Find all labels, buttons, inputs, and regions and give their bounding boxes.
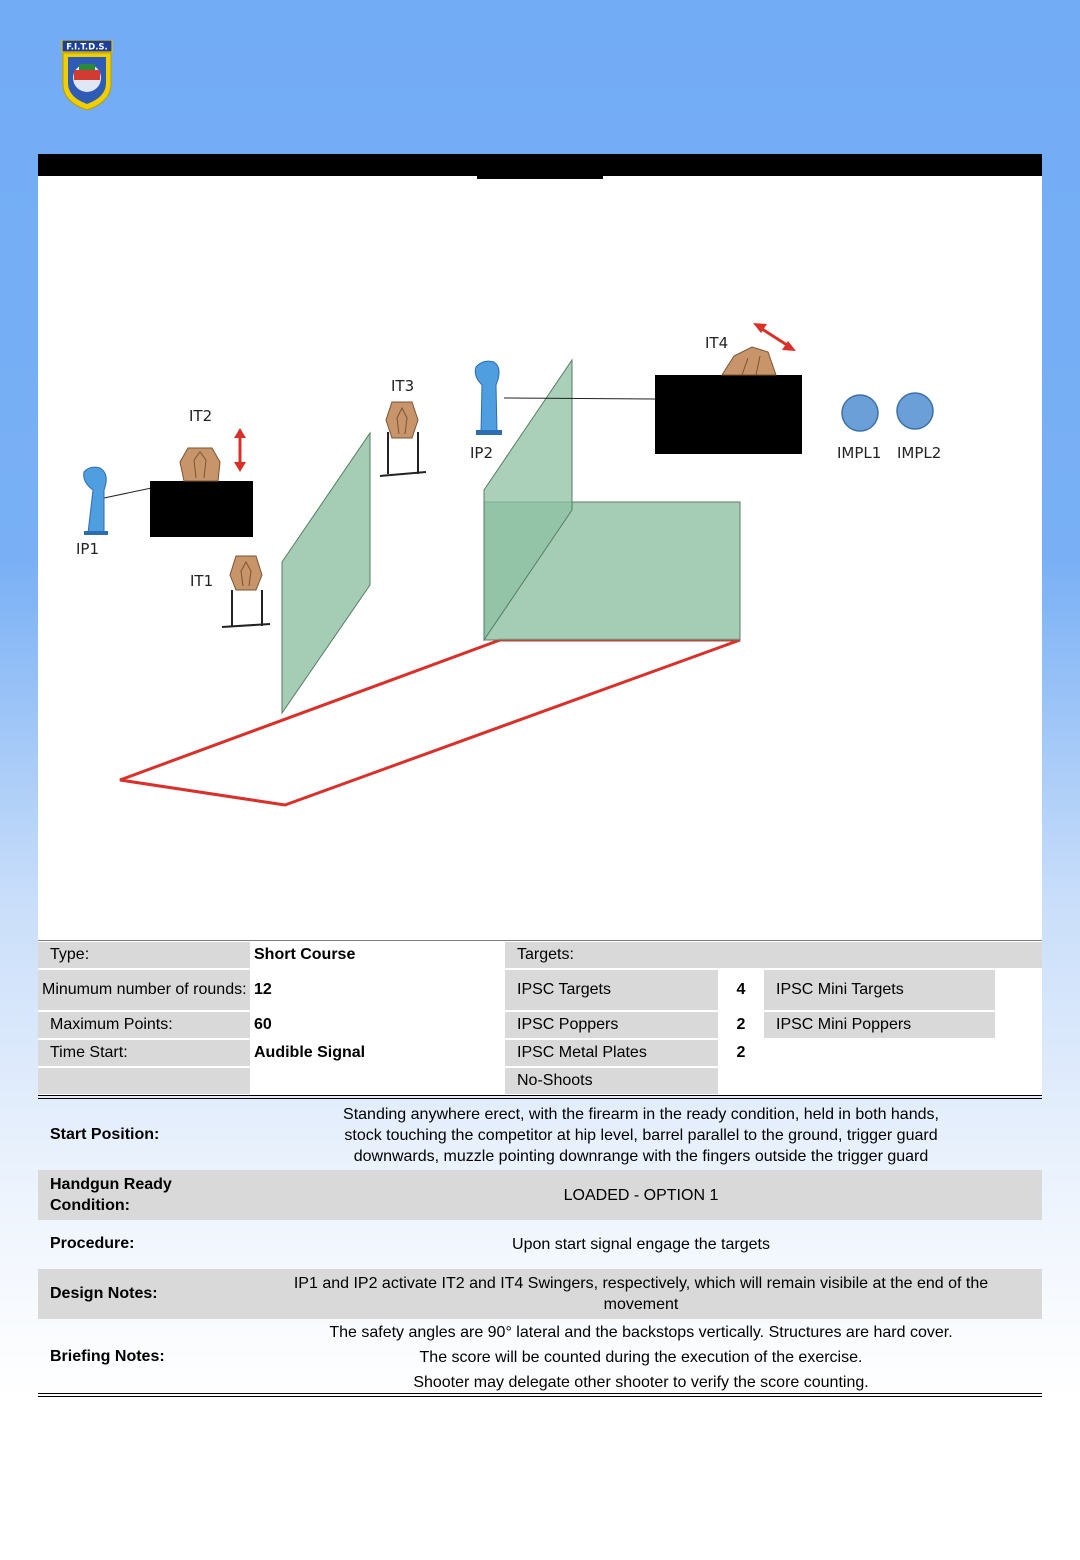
details-top-rule-2 (38, 1098, 1042, 1099)
stage-summary-table (38, 940, 1042, 1095)
details-top-rule (38, 1095, 1042, 1096)
start-position-line-3: downwards, muzzle pointing downrange with the fingers outside the trigger guard (353, 1147, 929, 1165)
wall-left (282, 433, 370, 713)
label-ip2: IP2 (470, 444, 494, 462)
label-it3: IT3 (391, 377, 415, 395)
target-ipsc-mini-poppers: IPSC Mini Poppers (764, 1012, 995, 1038)
start-position-label: Start Position: (50, 1126, 160, 1143)
start-position-row (38, 1101, 1042, 1169)
label-impl1: IMPL1 (837, 444, 882, 462)
it4-swing-arrow (753, 323, 796, 351)
time-start-label: Time Start: (38, 1040, 250, 1066)
briefing-notes-line-3: Shooter may delegate other shooter to verify the score counting. (413, 1373, 869, 1391)
it3-target (380, 402, 426, 476)
target-ipsc-mini-targets: IPSC Mini Targets (764, 970, 995, 1010)
ip1-popper (84, 467, 108, 535)
label-it4: IT4 (705, 334, 729, 352)
procedure-row (38, 1221, 1042, 1267)
max-points-value: 60 (254, 1016, 272, 1033)
briefing-notes-value (250, 1320, 1042, 1395)
barrier-1 (150, 481, 253, 537)
it1-target (222, 556, 270, 627)
briefing-notes-label: Briefing Notes: (50, 1348, 165, 1365)
design-notes-value (250, 1273, 1042, 1315)
time-start-value: Audible Signal (254, 1044, 366, 1061)
type-label: Type: (38, 942, 250, 968)
max-points-label: Maximum Points: (38, 1012, 250, 1038)
count-ipsc-targets: 4 (736, 981, 746, 998)
start-position-line-2: stock touching the competitor at hip level, barrel parallel to the ground, trigger guard (344, 1126, 938, 1144)
design-notes-line-2: movement (603, 1296, 679, 1313)
shooting-area-fault-line (120, 640, 740, 805)
impl2-plate (897, 393, 933, 429)
it4-target (722, 347, 776, 375)
briefing-notes-line-1: The safety angles are 90° lateral and the backstops vertically. Structures are hard cover. (329, 1323, 953, 1341)
procedure-label: Procedure: (50, 1235, 135, 1252)
target-ipsc-metal-plates: IPSC Metal Plates (505, 1040, 718, 1066)
it2-target (180, 448, 220, 481)
impl1-plate (842, 395, 878, 431)
target-ipsc-poppers: IPSC Poppers (505, 1012, 718, 1038)
it2-swing-arrow (234, 428, 246, 472)
empty-label-cell (38, 1068, 250, 1094)
start-position-value (250, 1104, 1042, 1167)
target-ipsc-targets: IPSC Targets (505, 970, 718, 1010)
ready-condition-row (38, 1170, 1042, 1220)
ready-condition-label-line-1: Handgun Ready (50, 1176, 172, 1193)
details-bottom-rule (38, 1393, 1042, 1394)
ready-condition-value: LOADED - OPTION 1 (563, 1186, 719, 1204)
label-it1: IT1 (190, 572, 214, 590)
start-position-line-1: Standing anywhere erect, with the firearm in the ready condition, held in both hands, (343, 1105, 939, 1123)
label-impl2: IMPL2 (897, 444, 942, 462)
ip2-popper (475, 361, 502, 435)
type-value: Short Course (254, 946, 356, 963)
barrier-2 (655, 375, 802, 454)
label-it2: IT2 (189, 407, 213, 425)
details-bottom-rule-2 (38, 1396, 1042, 1397)
count-ipsc-metal-plates: 2 (736, 1044, 746, 1061)
logo-text: F.I.T.D.S. (66, 42, 108, 53)
briefing-notes-row (38, 1321, 1042, 1393)
targets-label: Targets: (505, 942, 1042, 968)
label-ip1: IP1 (76, 540, 100, 558)
ready-condition-label (38, 1174, 250, 1216)
min-rounds-label: Minumum number of rounds: (38, 970, 250, 1010)
briefing-notes-line-2: The score will be counted during the execution of the exercise. (419, 1348, 863, 1366)
design-notes-line-1: IP1 and IP2 activate IT2 and IT4 Swingers, respectively, which will remain visibile at the end of the (293, 1275, 989, 1292)
ready-condition-label-line-2: Condition: (50, 1197, 130, 1214)
design-notes-row (38, 1269, 1042, 1319)
procedure-value: Upon start signal engage the targets (512, 1235, 770, 1253)
design-notes-label: Design Notes: (50, 1285, 158, 1302)
min-rounds-value: 12 (254, 981, 272, 998)
target-no-shoots: No-Shoots (505, 1068, 718, 1094)
count-ipsc-poppers: 2 (736, 1016, 746, 1033)
